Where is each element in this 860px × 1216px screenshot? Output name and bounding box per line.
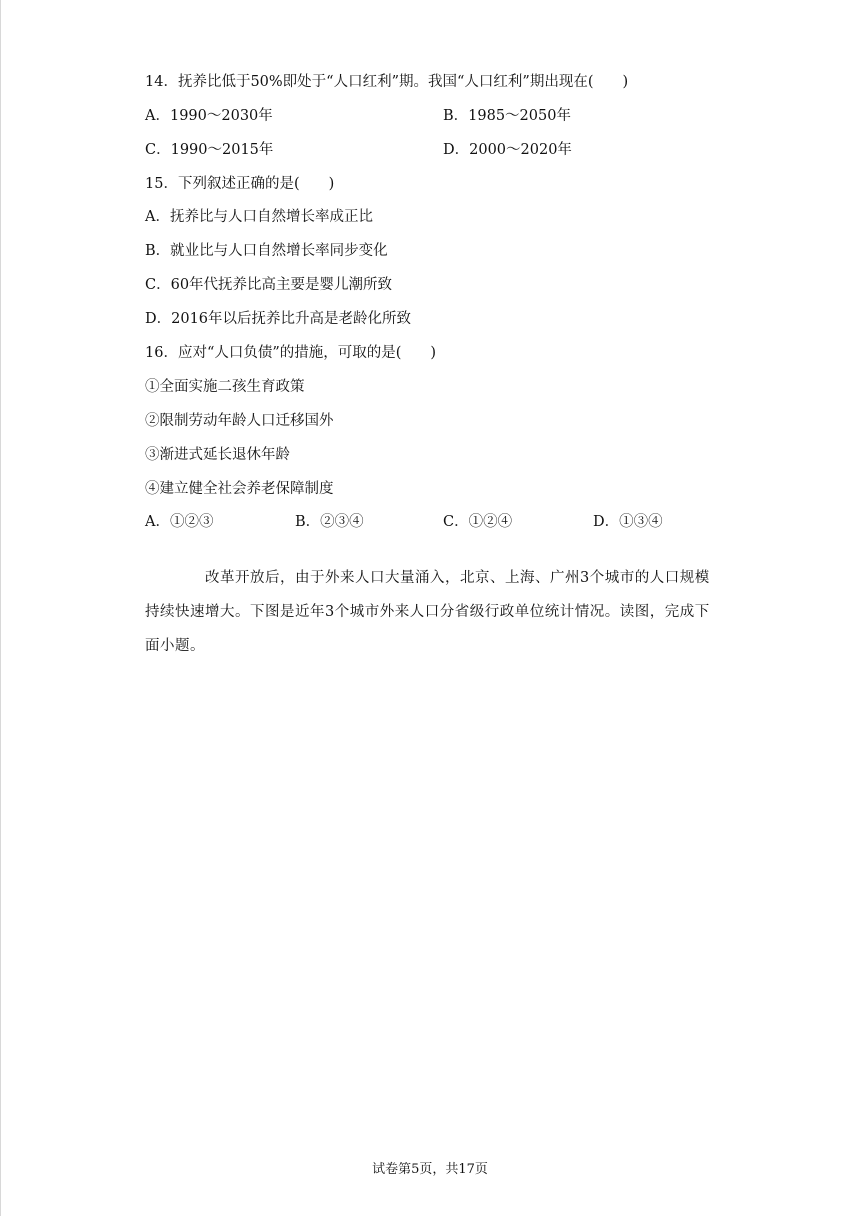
q16-options-row (145, 512, 765, 532)
q15-option-d[interactable]: D．2016年以后抚养比升高是老龄化所致 (145, 311, 412, 327)
q15-option-a[interactable]: A．抚养比与人口自然增长率成正比 (145, 209, 373, 225)
q15-stem: 15．下列叙述正确的是( ) (145, 176, 335, 192)
page-left-border (0, 0, 1, 1216)
page-footer: 试卷第5页，共17页 (372, 1162, 488, 1177)
q16-statement-2: ②限制劳动年龄人口迁移国外 (145, 413, 334, 429)
q14-option-a[interactable]: A．1990～2030年 (145, 108, 273, 124)
q16-statement-4: ④建立健全社会养老保障制度 (145, 481, 334, 497)
q16-stem: 16．应对“人口负债”的措施，可取的是( ) (145, 345, 437, 361)
q16-option-c[interactable]: C．①②④ (443, 514, 513, 530)
q14-options-row2 (145, 140, 765, 160)
q14-option-d[interactable]: D．2000～2020年 (443, 142, 572, 158)
reading-passage: 改革开放后，由于外来人口大量涌入，北京、上海、广州3个城市的人口规模持续快速增大。下图是近年3个城市外来人口分省级行政单位统计情况。读图，完成下面小题。 (145, 570, 710, 654)
q16-option-a[interactable]: A．①②③ (145, 514, 214, 530)
q14-option-c[interactable]: C．1990～2015年 (145, 142, 274, 158)
q15-option-b[interactable]: B．就业比与人口自然增长率同步变化 (145, 243, 388, 259)
q14-stem: 14．抚养比低于50%即处于“人口红利”期。我国“人口红利”期出现在( ) (145, 74, 629, 90)
q16-option-b[interactable]: B．②③④ (295, 514, 364, 530)
q15-option-c[interactable]: C．60年代抚养比高主要是婴儿潮所致 (145, 277, 393, 293)
q14-option-b[interactable]: B．1985～2050年 (443, 108, 571, 124)
q14-options-row1 (145, 106, 765, 126)
q16-statement-3: ③渐进式延长退休年龄 (145, 447, 290, 463)
q16-option-d[interactable]: D．①③④ (593, 514, 663, 530)
q16-statement-1: ①全面实施二孩生育政策 (145, 379, 305, 395)
